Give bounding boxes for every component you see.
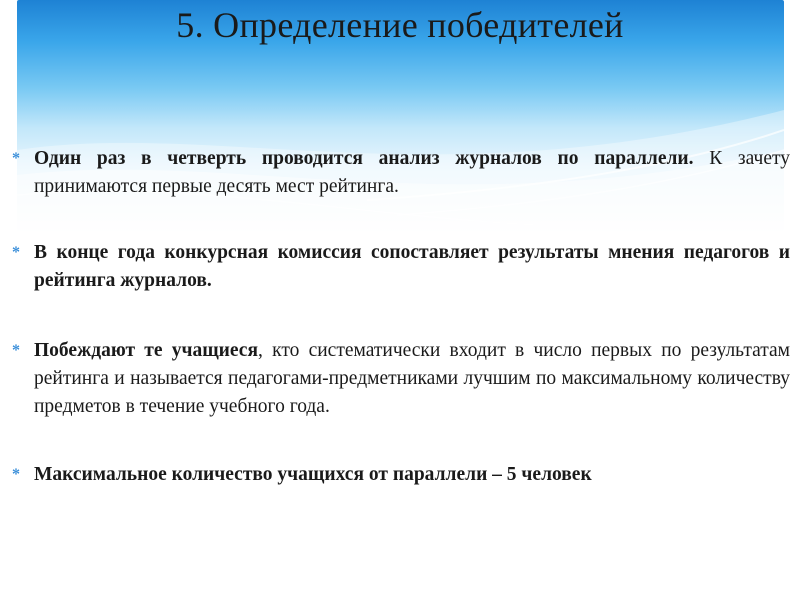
bullet-item: [12, 239, 790, 295]
bullet-text: , кто систематически входит в число первых по результатам рейтинга и называется педагогами-предметниками лучшим по максимальному количеству предметов в течение учебного года.: [34, 340, 791, 417]
bullet-list: [12, 145, 790, 489]
bullet-marker: *: [12, 466, 20, 483]
bullet-marker: *: [12, 150, 20, 167]
bullet-bold-text: Максимальное количество учащихся от параллели – 5 человек: [34, 464, 592, 485]
bullet-bold-text: Побеждают те учащиеся: [34, 340, 259, 361]
bullet-bold-text: Один раз в четверть проводится анализ журналов по параллели.: [34, 148, 694, 169]
bullet-item: [12, 145, 790, 201]
bullet-marker: *: [12, 244, 20, 261]
slide-title: 5. Определение победителей: [176, 5, 624, 45]
bullet-marker: *: [12, 342, 20, 359]
bullet-item: [12, 461, 790, 489]
bullet-item: [12, 337, 790, 421]
bullet-text: К зачету принимаются первые десять мест рейтинга.: [34, 148, 790, 197]
bullet-bold-text: В конце года конкурсная комиссия сопоставляет результаты мнения педагогов и рейтинга журналов.: [34, 242, 790, 291]
